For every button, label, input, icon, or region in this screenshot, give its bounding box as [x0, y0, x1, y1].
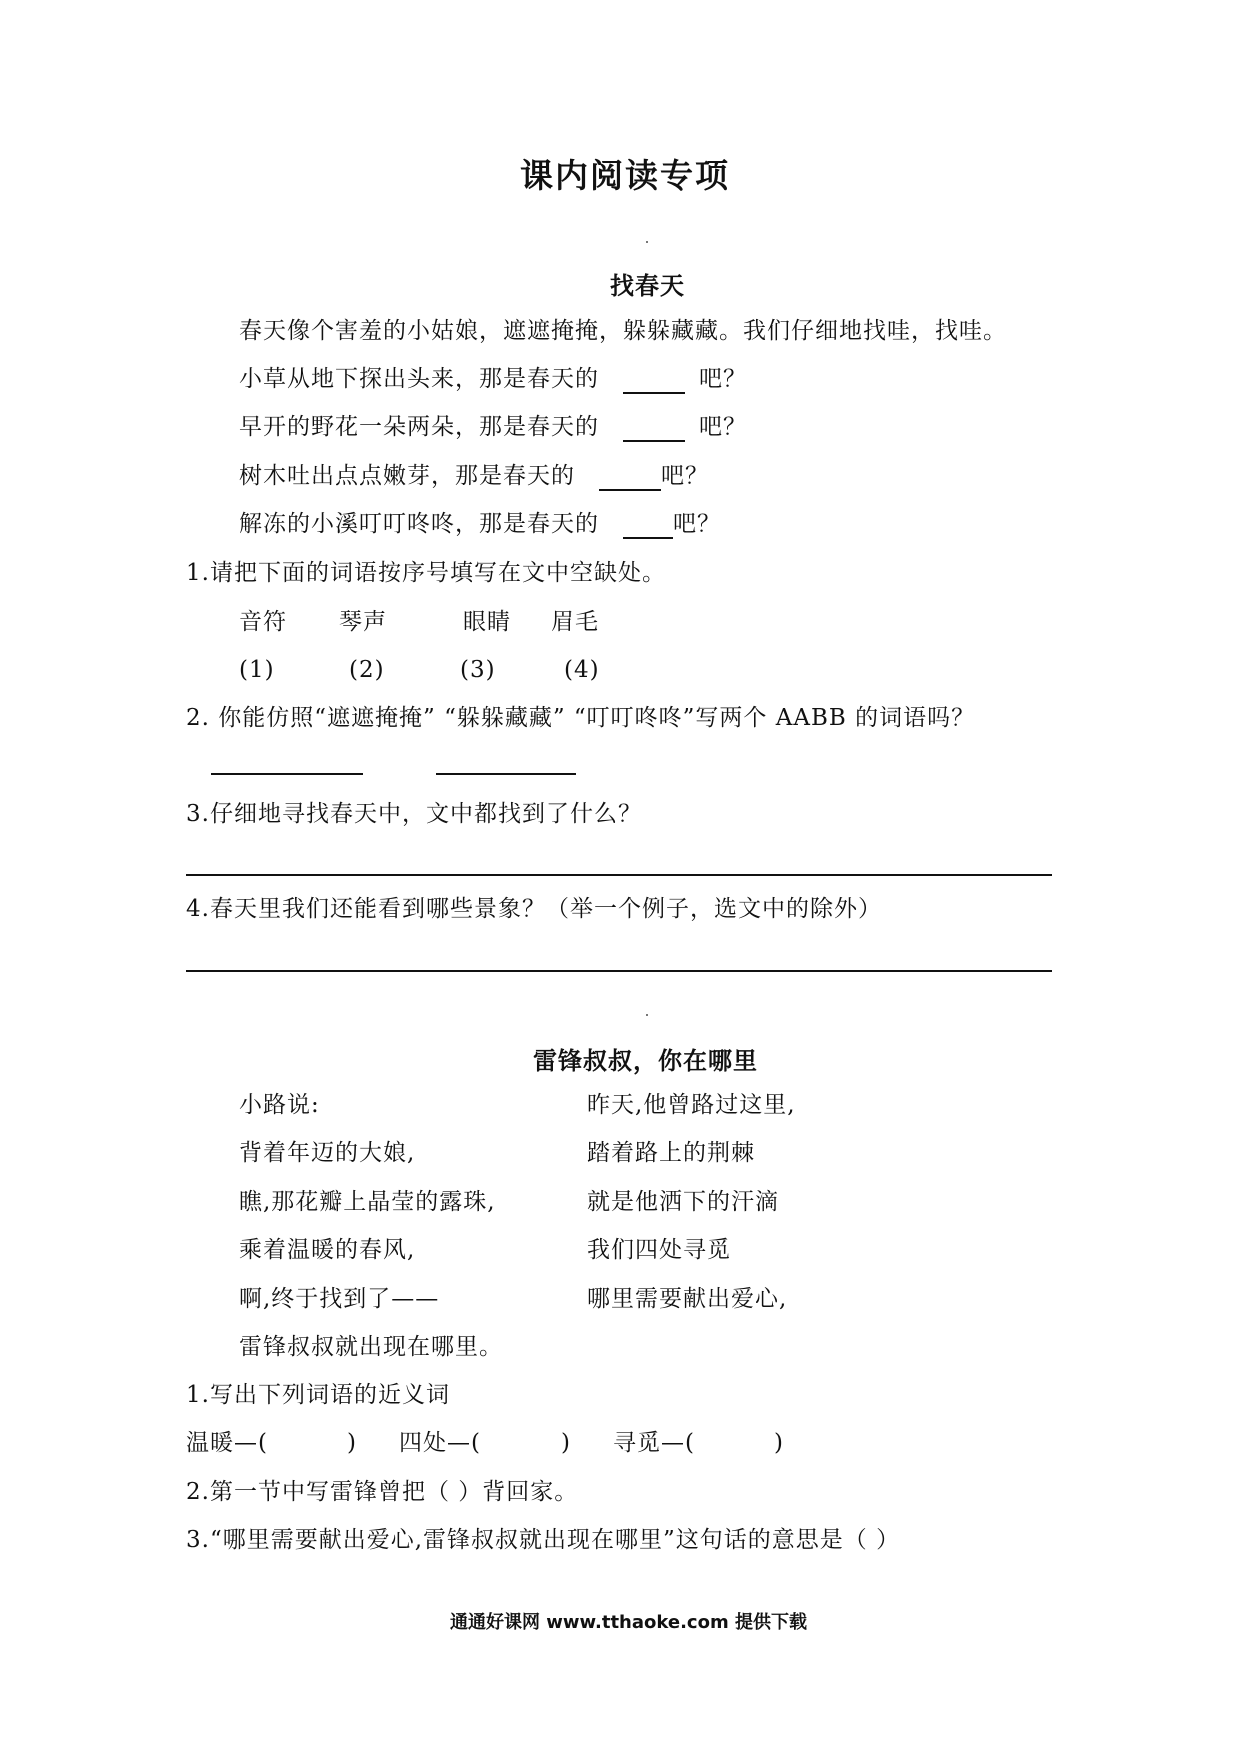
question-1: 1.写出下列词语的近义词: [186, 1382, 450, 1408]
poem-line: 雷锋叔叔就出现在哪里。: [239, 1334, 503, 1360]
passage2-title: 雷锋叔叔，你在哪里: [533, 1047, 758, 1075]
passage1-line: [239, 412, 747, 442]
answer-line[interactable]: [211, 773, 363, 775]
poem-line: 啊,终于找到了——: [239, 1286, 440, 1312]
poem-line: 哪里需要献出爱心,: [587, 1286, 788, 1312]
question-2: 2.第一节中写雷锋曾把（ ）背回家。: [186, 1479, 579, 1505]
passage1-line: [239, 364, 747, 394]
fill-blank[interactable]: [599, 467, 661, 491]
line-end: 吧？: [661, 463, 709, 489]
footer-credit: 通通好课网 www.tthaoke.com 提供下载: [450, 1612, 807, 1633]
poem-line: 瞧,那花瓣上晶莹的露珠,: [239, 1189, 496, 1215]
fill-blank[interactable]: [623, 370, 685, 394]
question-4: 4.春天里我们还能看到哪些景象？（举一个例子，选文中的除外）: [186, 896, 882, 922]
line-end: 吧？: [699, 366, 747, 392]
poem-line: 我们四处寻觅: [587, 1237, 731, 1263]
answer-line[interactable]: [186, 874, 1052, 876]
synonym-prompt: 寻觅—(: [613, 1430, 695, 1456]
fill-blank[interactable]: [623, 418, 685, 442]
question-3: 3.“哪里需要献出爱心,雷锋叔叔就出现在哪里”这句话的意思是（ ）: [186, 1527, 901, 1553]
synonym-close: ): [561, 1430, 571, 1456]
question-2: 2. 你能仿照“遮遮掩掩” “躲躲藏藏” “叮叮咚咚”写两个 AABB 的词语吗？: [186, 705, 976, 731]
question-3: 3.仔细地寻找春天中，文中都找到了什么？: [186, 801, 642, 827]
line-end: 吧？: [699, 414, 747, 440]
poem-line: 昨天,他曾路过这里,: [587, 1092, 796, 1118]
line-text: 小草从地下探出头来，那是春天的: [239, 366, 599, 392]
line-text: 树木吐出点点嫩芽，那是春天的: [239, 463, 575, 489]
poem-line: 小路说:: [239, 1092, 320, 1118]
word-number: (1): [239, 657, 275, 683]
synonym-prompt: 四处—(: [399, 1430, 481, 1456]
passage1-line: [239, 509, 721, 539]
synonym-close: ): [347, 1430, 357, 1456]
passage1-intro: 春天像个害羞的小姑娘，遮遮掩掩，躲躲藏藏。我们仔细地找哇，找哇。: [239, 318, 1007, 344]
passage1-line: [239, 461, 709, 491]
fill-blank[interactable]: [623, 515, 673, 539]
answer-line[interactable]: [186, 970, 1052, 972]
line-text: 早开的野花一朵两朵，那是春天的: [239, 414, 599, 440]
question-1: 1.请把下面的词语按序号填写在文中空缺处。: [186, 560, 666, 586]
poem-line: 乘着温暖的春风,: [239, 1237, 416, 1263]
word-number: (4): [564, 657, 600, 683]
line-end: 吧？: [673, 511, 721, 537]
answer-line[interactable]: [436, 773, 576, 775]
speck: [646, 241, 648, 243]
word-number: (2): [349, 657, 385, 683]
synonym-close: ): [774, 1430, 784, 1456]
poem-line: 就是他洒下的汗滴: [587, 1189, 779, 1215]
word-number: (3): [460, 657, 496, 683]
page-title: 课内阅读专项: [520, 156, 730, 195]
word-option: 眉毛: [551, 609, 599, 635]
passage1-title: 找春天: [610, 272, 685, 300]
word-option: 琴声: [339, 609, 387, 635]
line-text: 解冻的小溪叮叮咚咚，那是春天的: [239, 511, 599, 537]
poem-line: 踏着路上的荆棘: [587, 1140, 755, 1166]
speck: [646, 1014, 648, 1016]
word-option: 眼睛: [463, 609, 511, 635]
poem-line: 背着年迈的大娘,: [239, 1140, 416, 1166]
synonym-prompt: 温暖—(: [186, 1430, 268, 1456]
word-option: 音符: [239, 609, 287, 635]
